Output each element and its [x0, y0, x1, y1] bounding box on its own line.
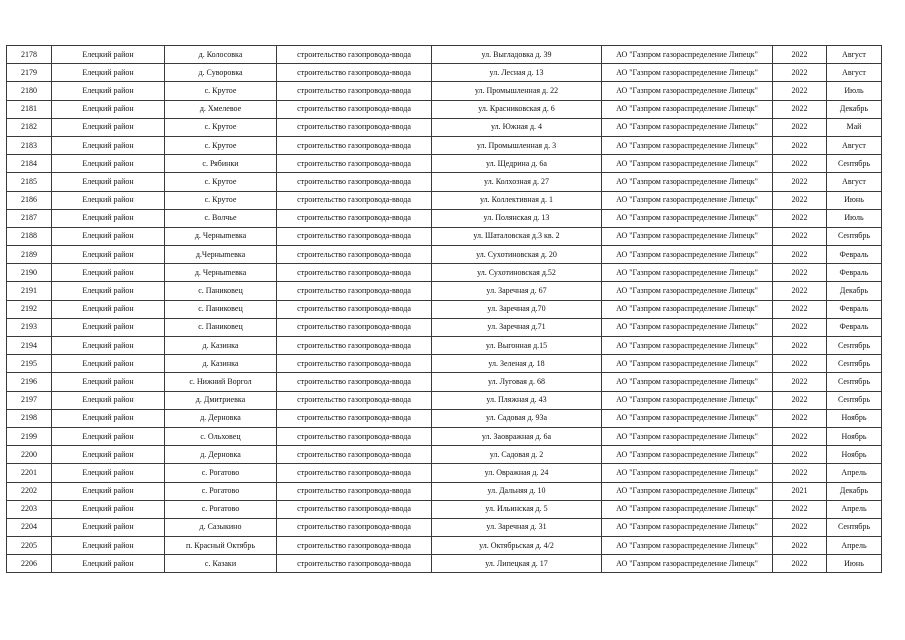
- year-cell: 2022: [773, 355, 827, 373]
- work-type-cell: строительство газопровода-ввода: [277, 118, 432, 136]
- company-cell: АО "Газпром газораспределение Липецк": [602, 246, 773, 264]
- district-cell: Елецкий район: [52, 537, 165, 555]
- work-type-cell: строительство газопровода-ввода: [277, 427, 432, 445]
- month-cell: Сентябрь: [827, 227, 882, 245]
- year-cell: 2022: [773, 191, 827, 209]
- company-cell: АО "Газпром газораспределение Липецк": [602, 227, 773, 245]
- address-cell: ул. Коллективная д. 1: [432, 191, 602, 209]
- company-cell: АО "Газпром газораспределение Липецк": [602, 118, 773, 136]
- year-cell: 2022: [773, 136, 827, 154]
- work-type-cell: строительство газопровода-ввода: [277, 100, 432, 118]
- row-number-cell: 2189: [7, 246, 52, 264]
- row-number-cell: 2195: [7, 355, 52, 373]
- year-cell: 2022: [773, 264, 827, 282]
- address-cell: ул. Заречная д. 31: [432, 518, 602, 536]
- row-number-cell: 2183: [7, 136, 52, 154]
- table-row: [7, 537, 882, 555]
- district-cell: Елецкий район: [52, 500, 165, 518]
- table-row: [7, 373, 882, 391]
- work-type-cell: строительство газопровода-ввода: [277, 500, 432, 518]
- year-cell: 2022: [773, 118, 827, 136]
- settlement-cell: д. Казинка: [165, 337, 277, 355]
- row-number-cell: 2204: [7, 518, 52, 536]
- company-cell: АО "Газпром газораспределение Липецк": [602, 100, 773, 118]
- row-number-cell: 2184: [7, 155, 52, 173]
- address-cell: ул. Ильинская д. 5: [432, 500, 602, 518]
- table-row: [7, 355, 882, 373]
- address-cell: ул. Луговая д. 68: [432, 373, 602, 391]
- settlement-cell: с. Казаки: [165, 555, 277, 573]
- company-cell: АО "Газпром газораспределение Липецк": [602, 173, 773, 191]
- company-cell: АО "Газпром газораспределение Липецк": [602, 155, 773, 173]
- work-type-cell: строительство газопровода-ввода: [277, 464, 432, 482]
- row-number-cell: 2178: [7, 46, 52, 64]
- settlement-cell: д. Дерновка: [165, 446, 277, 464]
- row-number-cell: 2205: [7, 537, 52, 555]
- company-cell: АО "Газпром газораспределение Липецк": [602, 482, 773, 500]
- district-cell: Елецкий район: [52, 555, 165, 573]
- settlement-cell: с. Рогатово: [165, 500, 277, 518]
- table-row: [7, 482, 882, 500]
- row-number-cell: 2193: [7, 318, 52, 336]
- year-cell: 2022: [773, 318, 827, 336]
- district-cell: Елецкий район: [52, 209, 165, 227]
- year-cell: 2022: [773, 391, 827, 409]
- address-cell: ул. Сухотиновская д.52: [432, 264, 602, 282]
- work-type-cell: строительство газопровода-ввода: [277, 191, 432, 209]
- district-cell: Елецкий район: [52, 391, 165, 409]
- month-cell: Август: [827, 173, 882, 191]
- address-cell: ул. Лесная д. 13: [432, 64, 602, 82]
- settlement-cell: д. Суворовка: [165, 64, 277, 82]
- settlement-cell: с. Рогатово: [165, 464, 277, 482]
- year-cell: 2022: [773, 209, 827, 227]
- table-row: [7, 409, 882, 427]
- table-row: [7, 282, 882, 300]
- work-type-cell: строительство газопровода-ввода: [277, 264, 432, 282]
- work-type-cell: строительство газопровода-ввода: [277, 155, 432, 173]
- table-body: [7, 46, 882, 573]
- work-type-cell: строительство газопровода-ввода: [277, 136, 432, 154]
- district-cell: Елецкий район: [52, 136, 165, 154]
- month-cell: Май: [827, 118, 882, 136]
- settlement-cell: д. Дмитриевка: [165, 391, 277, 409]
- month-cell: Сентябрь: [827, 155, 882, 173]
- row-number-cell: 2202: [7, 482, 52, 500]
- district-cell: Елецкий район: [52, 173, 165, 191]
- year-cell: 2022: [773, 373, 827, 391]
- district-cell: Елецкий район: [52, 227, 165, 245]
- month-cell: Сентябрь: [827, 373, 882, 391]
- company-cell: АО "Газпром газораспределение Липецк": [602, 555, 773, 573]
- table-row: [7, 500, 882, 518]
- company-cell: АО "Газпром газораспределение Липецк": [602, 537, 773, 555]
- settlement-cell: с. Паниковец: [165, 282, 277, 300]
- table-row: [7, 337, 882, 355]
- row-number-cell: 2196: [7, 373, 52, 391]
- month-cell: Август: [827, 46, 882, 64]
- table-row: [7, 318, 882, 336]
- month-cell: Сентябрь: [827, 355, 882, 373]
- year-cell: 2022: [773, 500, 827, 518]
- row-number-cell: 2203: [7, 500, 52, 518]
- settlement-cell: с. Ольховец: [165, 427, 277, 445]
- row-number-cell: 2206: [7, 555, 52, 573]
- row-number-cell: 2182: [7, 118, 52, 136]
- month-cell: Декабрь: [827, 100, 882, 118]
- company-cell: АО "Газпром газораспределение Липецк": [602, 446, 773, 464]
- month-cell: Август: [827, 136, 882, 154]
- company-cell: АО "Газпром газораспределение Липецк": [602, 264, 773, 282]
- work-type-cell: строительство газопровода-ввода: [277, 173, 432, 191]
- work-type-cell: строительство газопровода-ввода: [277, 46, 432, 64]
- month-cell: Сентябрь: [827, 337, 882, 355]
- month-cell: Июль: [827, 82, 882, 100]
- address-cell: ул. Липецкая д. 17: [432, 555, 602, 573]
- company-cell: АО "Газпром газораспределение Липецк": [602, 464, 773, 482]
- company-cell: АО "Газпром газораспределение Липецк": [602, 409, 773, 427]
- month-cell: Сентябрь: [827, 391, 882, 409]
- table-row: [7, 191, 882, 209]
- year-cell: 2022: [773, 518, 827, 536]
- work-type-cell: строительство газопровода-ввода: [277, 537, 432, 555]
- address-cell: ул. Заовражная д. 6а: [432, 427, 602, 445]
- address-cell: ул. Зеленая д. 18: [432, 355, 602, 373]
- district-cell: Елецкий район: [52, 82, 165, 100]
- table-row: [7, 427, 882, 445]
- row-number-cell: 2192: [7, 300, 52, 318]
- year-cell: 2022: [773, 82, 827, 100]
- address-cell: ул. Заречная д.70: [432, 300, 602, 318]
- district-cell: Елецкий район: [52, 300, 165, 318]
- row-number-cell: 2185: [7, 173, 52, 191]
- year-cell: 2022: [773, 282, 827, 300]
- district-cell: Елецкий район: [52, 46, 165, 64]
- year-cell: 2022: [773, 464, 827, 482]
- settlement-cell: с. Крутое: [165, 191, 277, 209]
- month-cell: Февраль: [827, 246, 882, 264]
- work-type-cell: строительство газопровода-ввода: [277, 82, 432, 100]
- row-number-cell: 2190: [7, 264, 52, 282]
- year-cell: 2022: [773, 300, 827, 318]
- company-cell: АО "Газпром газораспределение Липецк": [602, 136, 773, 154]
- district-cell: Елецкий район: [52, 427, 165, 445]
- district-cell: Елецкий район: [52, 464, 165, 482]
- settlement-cell: с. Рябинки: [165, 155, 277, 173]
- settlement-cell: д. Казинка: [165, 355, 277, 373]
- work-type-cell: строительство газопровода-ввода: [277, 64, 432, 82]
- month-cell: Апрель: [827, 500, 882, 518]
- month-cell: Ноябрь: [827, 409, 882, 427]
- year-cell: 2022: [773, 64, 827, 82]
- table-row: [7, 264, 882, 282]
- district-cell: Елецкий район: [52, 318, 165, 336]
- row-number-cell: 2186: [7, 191, 52, 209]
- district-cell: Елецкий район: [52, 118, 165, 136]
- work-type-cell: строительство газопровода-ввода: [277, 300, 432, 318]
- work-type-cell: строительство газопровода-ввода: [277, 209, 432, 227]
- settlement-cell: с. Крутое: [165, 118, 277, 136]
- work-type-cell: строительство газопровода-ввода: [277, 555, 432, 573]
- work-type-cell: строительство газопровода-ввода: [277, 337, 432, 355]
- year-cell: 2022: [773, 173, 827, 191]
- settlement-cell: д. Черныmевка: [165, 264, 277, 282]
- address-cell: ул. Овражная д. 24: [432, 464, 602, 482]
- settlement-cell: с. Паниковец: [165, 318, 277, 336]
- settlement-cell: с. Волчье: [165, 209, 277, 227]
- year-cell: 2022: [773, 537, 827, 555]
- year-cell: 2022: [773, 337, 827, 355]
- year-cell: 2022: [773, 246, 827, 264]
- address-cell: ул. Полянская д. 13: [432, 209, 602, 227]
- settlement-cell: с. Паниковец: [165, 300, 277, 318]
- work-type-cell: строительство газопровода-ввода: [277, 282, 432, 300]
- company-cell: АО "Газпром газораспределение Липецк": [602, 427, 773, 445]
- year-cell: 2022: [773, 446, 827, 464]
- district-cell: Елецкий район: [52, 337, 165, 355]
- table-row: [7, 173, 882, 191]
- company-cell: АО "Газпром газораспределение Липецк": [602, 191, 773, 209]
- district-cell: Елецкий район: [52, 191, 165, 209]
- month-cell: Декабрь: [827, 482, 882, 500]
- address-cell: ул. Шаталовская д.3 кв. 2: [432, 227, 602, 245]
- month-cell: Февраль: [827, 264, 882, 282]
- district-cell: Елецкий район: [52, 155, 165, 173]
- settlement-cell: д. Хмелевое: [165, 100, 277, 118]
- company-cell: АО "Газпром газораспределение Липецк": [602, 355, 773, 373]
- district-cell: Елецкий район: [52, 64, 165, 82]
- settlement-cell: д. Колосовка: [165, 46, 277, 64]
- work-type-cell: строительство газопровода-ввода: [277, 482, 432, 500]
- row-number-cell: 2197: [7, 391, 52, 409]
- district-cell: Елецкий район: [52, 446, 165, 464]
- company-cell: АО "Газпром газораспределение Липецк": [602, 300, 773, 318]
- table-row: [7, 464, 882, 482]
- month-cell: Июль: [827, 209, 882, 227]
- settlement-cell: с. Рогатово: [165, 482, 277, 500]
- address-cell: ул. Сухотиновская д. 20: [432, 246, 602, 264]
- work-type-cell: строительство газопровода-ввода: [277, 355, 432, 373]
- month-cell: Апрель: [827, 464, 882, 482]
- district-cell: Елецкий район: [52, 246, 165, 264]
- district-cell: Елецкий район: [52, 282, 165, 300]
- work-type-cell: строительство газопровода-ввода: [277, 446, 432, 464]
- row-number-cell: 2179: [7, 64, 52, 82]
- company-cell: АО "Газпром газораспределение Липецк": [602, 64, 773, 82]
- month-cell: Июнь: [827, 191, 882, 209]
- table-row: [7, 118, 882, 136]
- company-cell: АО "Газпром газораспределение Липецк": [602, 518, 773, 536]
- year-cell: 2022: [773, 427, 827, 445]
- table-row: [7, 64, 882, 82]
- settlement-cell: с. Крутое: [165, 173, 277, 191]
- table-row: [7, 518, 882, 536]
- table-row: [7, 246, 882, 264]
- row-number-cell: 2198: [7, 409, 52, 427]
- year-cell: 2022: [773, 409, 827, 427]
- settlement-cell: с. Крутое: [165, 82, 277, 100]
- address-cell: ул. Выгладовка д. 39: [432, 46, 602, 64]
- table-row: [7, 100, 882, 118]
- address-cell: ул. Выгонная д.15: [432, 337, 602, 355]
- district-cell: Елецкий район: [52, 409, 165, 427]
- company-cell: АО "Газпром газораспределение Липецк": [602, 337, 773, 355]
- table-row: [7, 209, 882, 227]
- month-cell: Сентябрь: [827, 518, 882, 536]
- company-cell: АО "Газпром газораспределение Липецк": [602, 282, 773, 300]
- month-cell: Август: [827, 64, 882, 82]
- address-cell: ул. Южная д. 4: [432, 118, 602, 136]
- table-row: [7, 555, 882, 573]
- address-cell: ул. Промышленная д. 3: [432, 136, 602, 154]
- address-cell: ул. Пляжная д. 43: [432, 391, 602, 409]
- year-cell: 2022: [773, 227, 827, 245]
- row-number-cell: 2199: [7, 427, 52, 445]
- company-cell: АО "Газпром газораспределение Липецк": [602, 373, 773, 391]
- row-number-cell: 2188: [7, 227, 52, 245]
- work-type-cell: строительство газопровода-ввода: [277, 227, 432, 245]
- month-cell: Ноябрь: [827, 427, 882, 445]
- address-cell: ул. Щедрина д. 6а: [432, 155, 602, 173]
- address-cell: ул. Садовая д. 93а: [432, 409, 602, 427]
- year-cell: 2021: [773, 482, 827, 500]
- address-cell: ул. Заречная д. 67: [432, 282, 602, 300]
- month-cell: Июнь: [827, 555, 882, 573]
- settlement-cell: д. Черныmевка: [165, 227, 277, 245]
- district-cell: Елецкий район: [52, 100, 165, 118]
- settlement-cell: п. Красный Октябрь: [165, 537, 277, 555]
- work-type-cell: строительство газопровода-ввода: [277, 391, 432, 409]
- month-cell: Февраль: [827, 300, 882, 318]
- row-number-cell: 2194: [7, 337, 52, 355]
- settlement-cell: д. Дерновка: [165, 409, 277, 427]
- work-type-cell: строительство газопровода-ввода: [277, 318, 432, 336]
- address-cell: ул. Красниковская д. 6: [432, 100, 602, 118]
- year-cell: 2022: [773, 46, 827, 64]
- district-cell: Елецкий район: [52, 518, 165, 536]
- company-cell: АО "Газпром газораспределение Липецк": [602, 318, 773, 336]
- gasification-table: [6, 45, 882, 573]
- table-row: [7, 155, 882, 173]
- row-number-cell: 2200: [7, 446, 52, 464]
- district-cell: Елецкий район: [52, 373, 165, 391]
- district-cell: Елецкий район: [52, 264, 165, 282]
- row-number-cell: 2191: [7, 282, 52, 300]
- company-cell: АО "Газпром газораспределение Липецк": [602, 82, 773, 100]
- table-row: [7, 136, 882, 154]
- month-cell: Ноябрь: [827, 446, 882, 464]
- row-number-cell: 2201: [7, 464, 52, 482]
- settlement-cell: с. Нижний Воргол: [165, 373, 277, 391]
- month-cell: Апрель: [827, 537, 882, 555]
- month-cell: Декабрь: [827, 282, 882, 300]
- work-type-cell: строительство газопровода-ввода: [277, 246, 432, 264]
- table-row: [7, 446, 882, 464]
- table-row: [7, 82, 882, 100]
- table-row: [7, 227, 882, 245]
- company-cell: АО "Газпром газораспределение Липецк": [602, 209, 773, 227]
- address-cell: ул. Заречная д.71: [432, 318, 602, 336]
- address-cell: ул. Садовая д. 2: [432, 446, 602, 464]
- address-cell: ул. Дальняя д. 10: [432, 482, 602, 500]
- company-cell: АО "Газпром газораспределение Липецк": [602, 46, 773, 64]
- district-cell: Елецкий район: [52, 355, 165, 373]
- month-cell: Февраль: [827, 318, 882, 336]
- settlement-cell: д.Черныmевка: [165, 246, 277, 264]
- row-number-cell: 2180: [7, 82, 52, 100]
- address-cell: ул. Промышленная д. 22: [432, 82, 602, 100]
- settlement-cell: с. Крутое: [165, 136, 277, 154]
- table-row: [7, 300, 882, 318]
- company-cell: АО "Газпром газораспределение Липецк": [602, 500, 773, 518]
- work-type-cell: строительство газопровода-ввода: [277, 518, 432, 536]
- row-number-cell: 2187: [7, 209, 52, 227]
- settlement-cell: д. Сазыкино: [165, 518, 277, 536]
- address-cell: ул. Колхозная д. 27: [432, 173, 602, 191]
- table-row: [7, 391, 882, 409]
- table-row: [7, 46, 882, 64]
- work-type-cell: строительство газопровода-ввода: [277, 373, 432, 391]
- row-number-cell: 2181: [7, 100, 52, 118]
- company-cell: АО "Газпром газораспределение Липецк": [602, 391, 773, 409]
- year-cell: 2022: [773, 155, 827, 173]
- district-cell: Елецкий район: [52, 482, 165, 500]
- year-cell: 2022: [773, 555, 827, 573]
- address-cell: ул. Октябрьская д. 4/2: [432, 537, 602, 555]
- work-type-cell: строительство газопровода-ввода: [277, 409, 432, 427]
- year-cell: 2022: [773, 100, 827, 118]
